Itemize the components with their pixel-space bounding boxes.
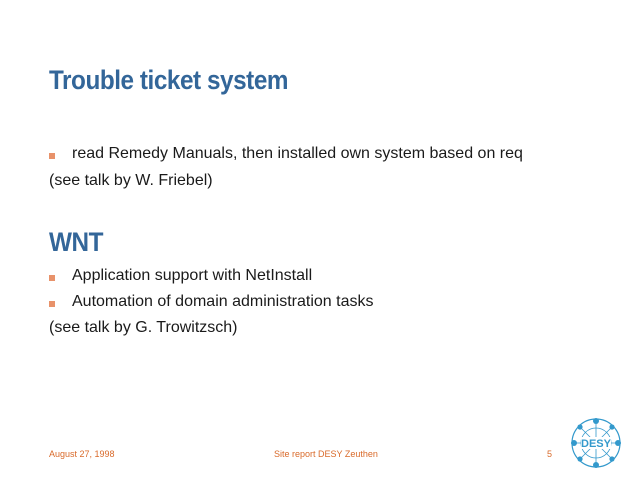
section-title-trouble-ticket: Trouble ticket system [49, 65, 289, 95]
note-text: (see talk by G. Trowitzsch) [49, 319, 238, 336]
bullet-square-icon [49, 153, 55, 159]
bullet-item [49, 144, 523, 164]
desy-logo-icon [569, 416, 623, 470]
bullet-square-icon [49, 301, 55, 307]
footer-date: August 27, 1998 [49, 449, 115, 459]
footer-page-number: 5 [547, 449, 553, 459]
bullet-text: read Remedy Manuals, then installed own system based on req [72, 145, 523, 162]
footer-title: Site report DESY Zeuthen [274, 449, 378, 459]
bullet-square-icon [49, 275, 55, 281]
note-text: (see talk by W. Friebel) [49, 172, 213, 189]
bullet-item [49, 266, 312, 286]
bullet-item [49, 292, 373, 312]
logo-text: DESY [581, 438, 611, 450]
section-title-wnt: WNT [49, 227, 103, 257]
bullet-text: Application support with NetInstall [72, 267, 313, 284]
bullet-text: Automation of domain administration tasks [72, 293, 374, 310]
